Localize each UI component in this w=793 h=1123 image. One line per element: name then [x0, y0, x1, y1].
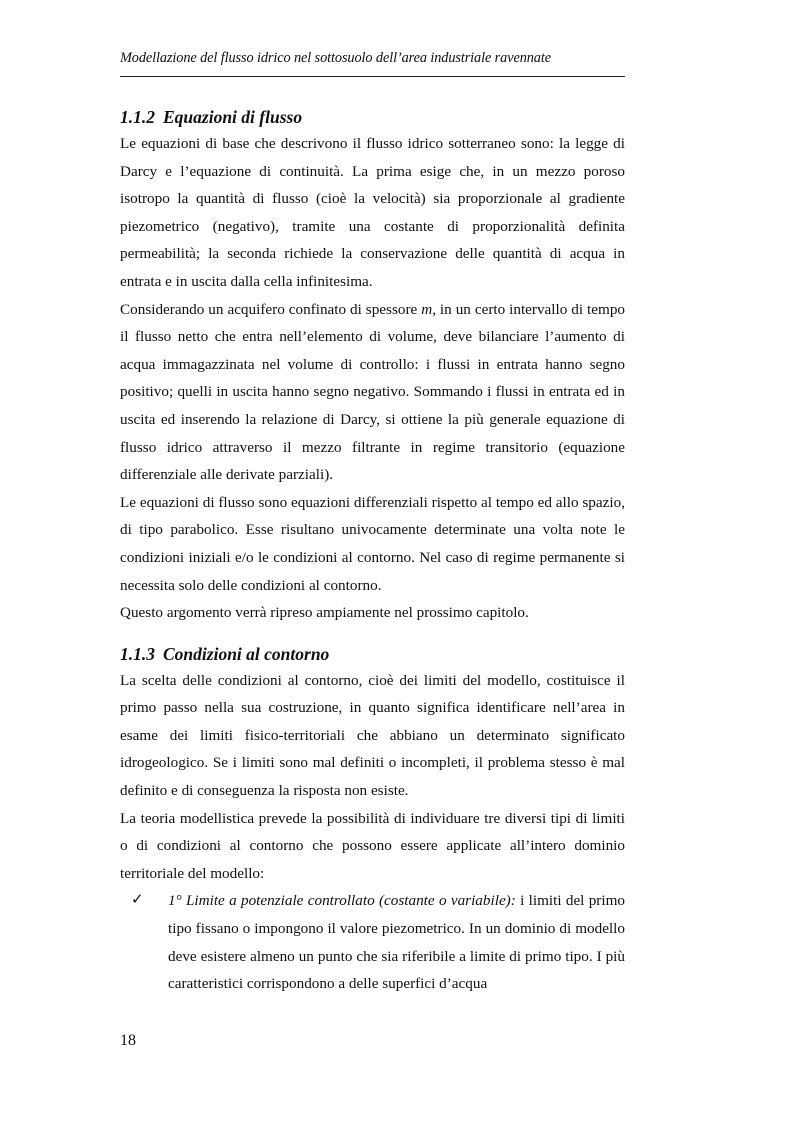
paragraph: Le equazioni di flusso sono equazioni differenziali rispetto al tempo ed allo spazio, di tipo parabolico. Esse risultano univocamente determinate una volta note le condizioni iniziali e/o le condizioni al contorno. Nel caso di regime permanente si necessita solo delle condizioni al contorno.	[120, 493, 625, 594]
section-title: Equazioni di flusso	[163, 107, 303, 127]
section-heading-1-1-3	[120, 641, 625, 667]
list-item	[120, 887, 625, 997]
header-rule	[120, 76, 625, 77]
checkmark-icon: ✓	[131, 892, 144, 909]
bullet-list	[120, 887, 625, 997]
paragraph: Questo argomento verrà ripreso ampiamente nel prossimo capitolo.	[120, 604, 529, 622]
section-number: 1.1.2	[120, 107, 155, 127]
paragraph: Le equazioni di base che descrivono il flusso idrico sotterraneo sono: la legge di Darcy e l’equazione di continuità. La prima esige che, in un mezzo poroso isotropo la quantità di flusso (cioè la velocità) sia proporzionale al gradiente piezometrico (negativo), tramite una costante di proporzionalità definita permeabilità; la seconda richiede la conservazione delle quantità di acqua in entrata e in uscita dalla cella infinitesima.	[120, 135, 625, 290]
variable-m: m	[421, 300, 433, 318]
section-title: Condizioni al contorno	[163, 643, 330, 664]
paragraph-text: Considerando un acquifero confinato di spessore	[120, 300, 422, 318]
list-item-title: 1° Limite a potenziale controllato (costante o variabile):	[168, 892, 516, 910]
running-header: Modellazione del flusso idrico nel sottosuolo dell’area industriale ravennate	[120, 50, 551, 66]
page-number: 18	[120, 1032, 136, 1049]
page-body	[120, 104, 625, 998]
paragraph: La teoria modellistica prevede la possibilità di individuare tre diversi tipi di limiti o di condizioni al contorno che possono essere applicate all’intero dominio territoriale del modello:	[120, 809, 625, 882]
list-item-body: i limiti del primo tipo fissano o impongono il valore piezometrico. In un dominio di modello deve esistere almeno un punto che sia riferibile a limite di primo tipo. I più caratteristici corrispondono a delle superfici d’acqua	[168, 892, 625, 993]
paragraph: La scelta delle condizioni al contorno, cioè dei limiti del modello, costituisce il primo passo nella sua costruzione, in quanto significa identificare nell’area in esame dei limiti fisico-territoriali che abbiano un determinato significato idrogeologico. Se i limiti sono mal definiti o incompleti, il problema stesso è mal definito e di conseguenza la risposta non esiste.	[120, 671, 625, 800]
paragraph-text: , in un certo intervallo di tempo il flusso netto che entra nell’elemento di volume, deve bilanciare l’aumento di acqua immagazzinata nel volume di controllo: i flussi in entrata hanno segno positivo; quelli in uscita hanno segno negativo. Sommando i flussi in entrata ed in uscita ed inserendo la relazione di Darcy, si ottiene la più generale equazione di flusso idrico attraverso il mezzo filtrante in regime transitorio (equazione differenziale alle derivate parziali).	[120, 300, 626, 484]
section-number: 1.1.3	[120, 643, 155, 664]
list-item-text	[168, 887, 625, 997]
paragraph	[120, 296, 625, 489]
section-heading-1-1-2	[120, 104, 625, 130]
